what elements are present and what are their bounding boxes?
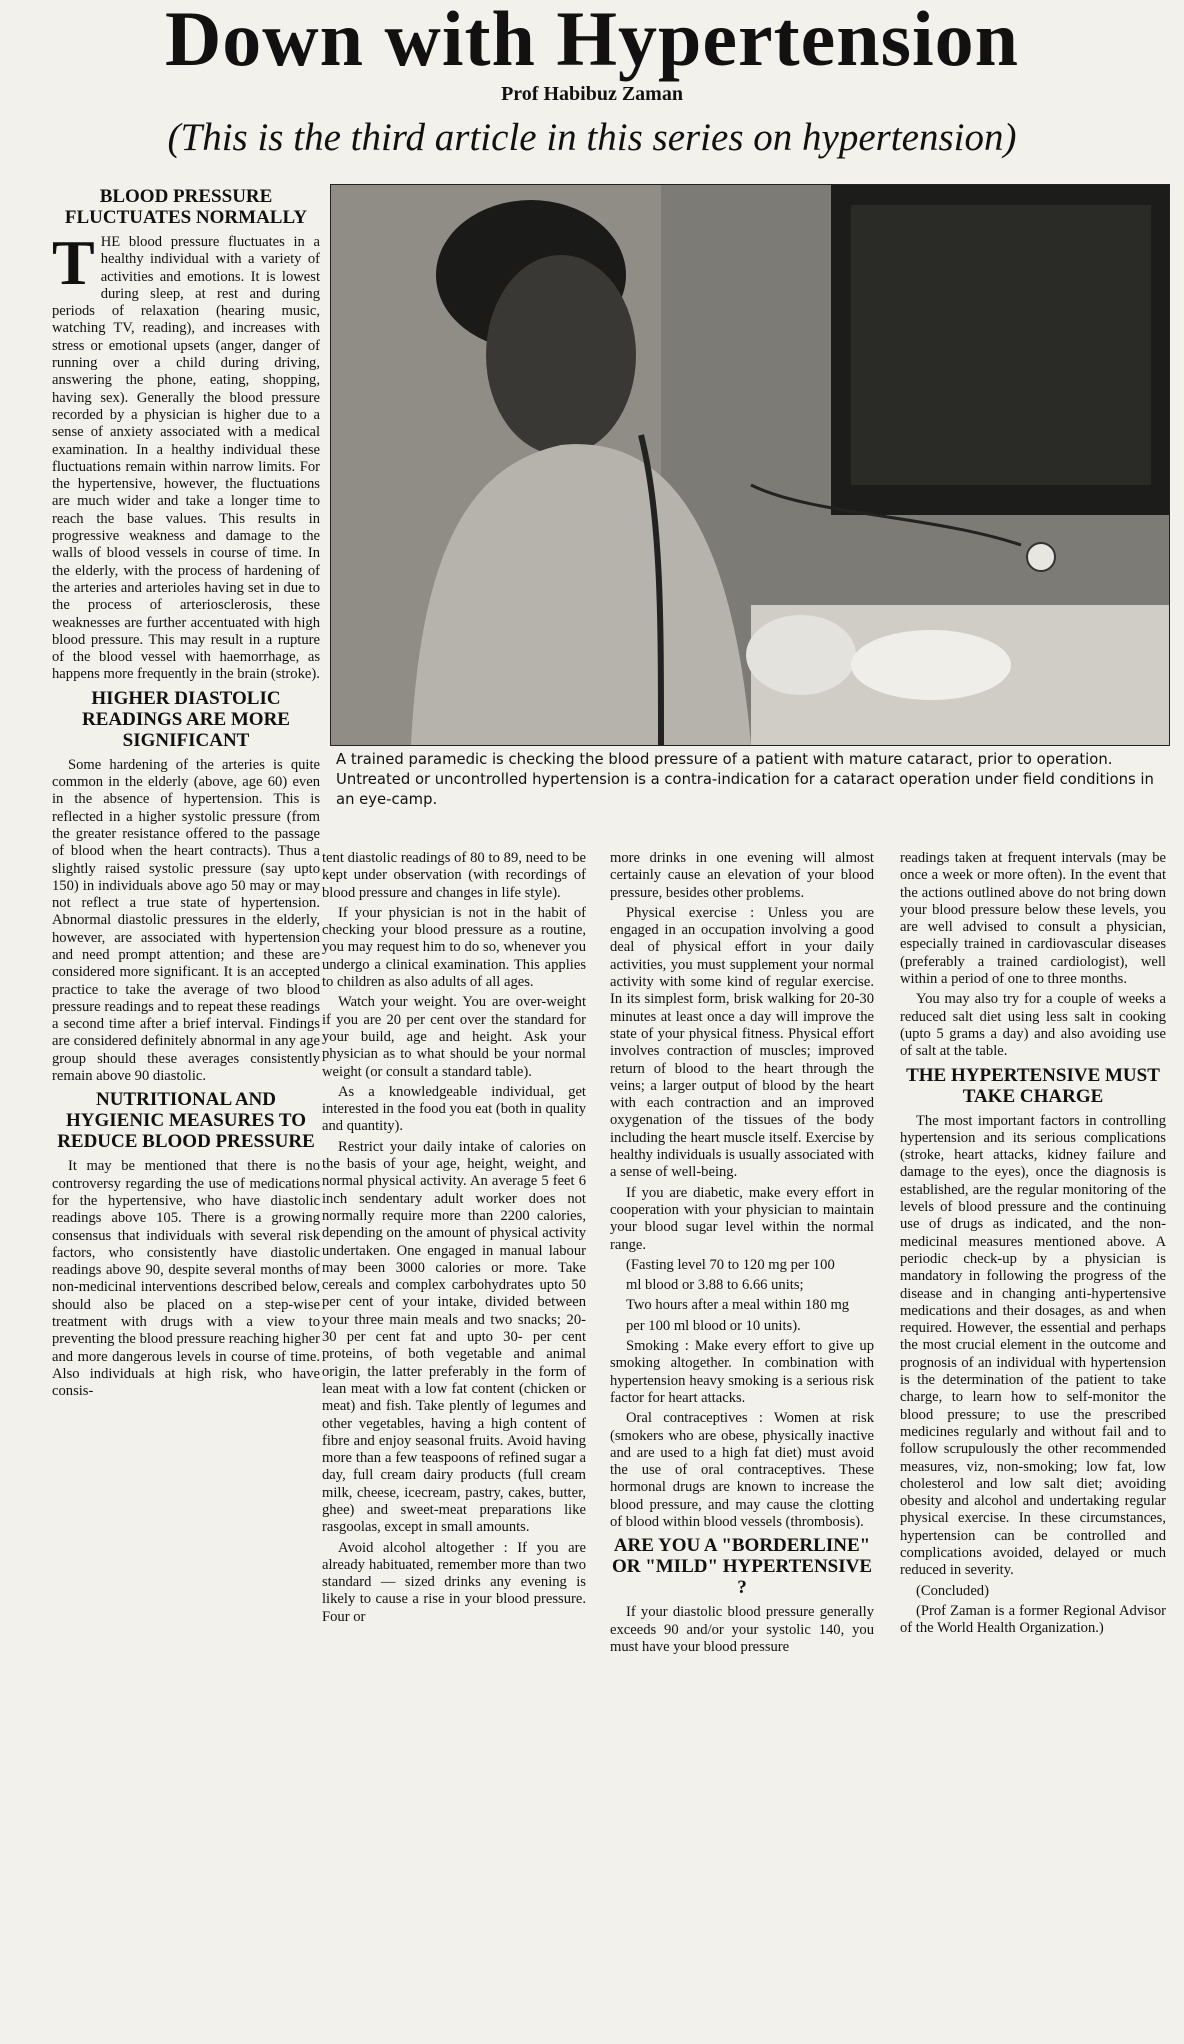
byline: Prof Habibuz Zaman — [501, 83, 683, 105]
paragraph: (Fasting level 70 to 120 mg per 100 — [626, 1256, 835, 1273]
paragraph: Oral contraceptives : Women at risk (smokers who are obese, physically inactive and are used to a high fat diet) must avoid the use of oral contraceptives. These hormonal drugs are known to increase the blood pressure, and may cause the clotting of blood within blood vessels (thrombosis). — [610, 1410, 874, 1530]
subheading-fluctuates: BLOOD PRESSURE FLUCTUATES NORMALLY — [64, 186, 308, 228]
subheading-take-charge: THE HYPERTENSIVE MUST TAKE CHARGE — [906, 1064, 1160, 1107]
paragraph: ml blood or 3.88 to 6.66 units; — [626, 1277, 804, 1294]
paragraph: (Concluded) — [916, 1582, 989, 1599]
column-1 — [52, 186, 320, 1404]
paragraph: Avoid alcohol altogether : If you are already habituated, remember more than two standard — sized drinks any evening is likely to cause a rise in your blood pressure. Four or — [322, 1539, 586, 1625]
paragraph: Two hours after a meal within 180 mg — [626, 1297, 850, 1314]
paragraph: If you are diabetic, make every effort in cooperation with your physician to maintain your blood sugar level within the normal range. — [610, 1184, 874, 1253]
series-note: (This is the third article in this series on hypertension) — [167, 116, 1017, 159]
headline: Down with Hypertension — [164, 0, 1020, 82]
paragraph: Smoking : Make every effort to give up smoking altogether. In combination with hypertension heavy smoking is a serious risk factor for heart attacks. — [610, 1338, 874, 1406]
paragraph: per 100 ml blood or 10 units). — [626, 1317, 801, 1334]
paragraph: readings taken at frequent intervals (may be once a week or more often). In the event that the actions outlined above do not bring down your blood pressure below these levels, you are well advised to consult a physician, especially trained in cardiovascular diseases (preferably a trained cardiologist), well within a period of one to three months. — [900, 850, 1166, 988]
paragraph: As a knowledgeable individual, get interested in the food you eat (both in quality and quantity). — [322, 1083, 586, 1135]
subheading-borderline: ARE YOU A "BORDERLINE" OR "MILD" HYPERTENSIVE ? — [611, 1535, 873, 1599]
article-photo — [330, 184, 1170, 746]
paragraph: more drinks in one evening will almost certainly cause an elevation of your blood pressure, besides other problems. — [610, 850, 874, 901]
paragraph: The most important factors in controlling hypertension and its serious complications (stroke, heart attacks, kidney failure and damage to the eyes), once the diagnosis is established, are the regular monitoring of the levels of blood pressure and the continuing use of drugs as indicated, and the non-medicinal measures mentioned above. A periodic check-up by a physician is mandatory in following the progress of the disease and in changing anti-hypertensive medications and their dosages, as and when required. However, the essential and perhaps the most crucial element in the outcome and prognosis of an individual with hypertension is the determination of the patient to take charge, to learn how to self-monitor the blood pressure; to use the prescribed medicines regularly and without fail and to follow scrupulously the other recommended measures, viz, non-smoking; low fat, low cholesterol and low salt diet; avoiding obesity and alcohol and undertaking regular physical exercise. In these circumstances, hypertension can be controlled and complications avoided, delayed or much reduced in severity. — [900, 1112, 1166, 1579]
drop-cap: T — [52, 227, 95, 298]
column-3 — [610, 850, 874, 1659]
paragraph: It may be mentioned that there is no controversy regarding the use of medications for the hypertensive, who have diastolic readings above 105. There is a growing consensus that individuals with several risk factors, who consistently have diastolic readings above 90, despite several months of non-medicinal interventions described below, should also be placed on a step-wise treatment with drugs with a view to preventing the blood pressure reaching higher and more dangerous levels in course of time. Also individuals at high risk, who have consis- — [52, 1158, 320, 1400]
paragraph: Watch your weight. You are over-weight if you are 20 per cent over the standard for your build, age and height. Ask your physician as to what should be your normal weight (or consult a standard table). — [322, 994, 586, 1080]
paragraph: Physical exercise : Unless you are engaged in an occupation involving a good deal of physical effort in your daily activities, you must supplement your normal activity with some kind of regular exercise. In its simplest form, brisk walking for 20-30 minutes at least once a day will improve the state of your physical fitness. Physical effort involves contraction of muscles; improved return of blood to the heart through the veins; a larger output of blood by the heart with each contraction and an improved oxygenation of the tissues of the body including the heart muscle itself. Exercise by healthy individuals is usually associated with a sense of well-being. — [610, 904, 874, 1181]
column-2 — [322, 850, 586, 1629]
paragraph: (Prof Zaman is a former Regional Advisor of the World Health Organization.) — [900, 1602, 1166, 1637]
paragraph: tent diastolic readings of 80 to 89, need to be kept under observation (with recordings of blood pressure and changes in life style). — [322, 850, 586, 901]
paragraph: Restrict your daily intake of calories on the basis of your age, height, weight, and normal physical activity. An average 5 feet 6 inch sendentary adult worker does not normally require more than 2200 calories, depending on the amount of physical activity undertaken. One engaged in manual labour may been 3000 calories or more. Take cereals and complex carbohydrates upto 50 per cent of your intake, divided between your three main meals and two snacks; 20-30 per cent fat and upto 30- per cent proteins, of both vegetable and animal origin, the latter preferably in the form of lean meat with a low fat content (chicken or meat) and fish. Take plently of legumes and other vegetables, having a high content of fibre and enjoy seasonal fruits. Avoid having more than a few teaspoons of refined sugar a day, full cream dairy products (full cream milk, cheese, icecream, pastry, cakes, butter, ghee) and sweet-meat preparations like rasgoolas, except in small amounts. — [322, 1138, 586, 1536]
photo-illustration — [331, 185, 1169, 745]
subheading-diastolic: HIGHER DIASTOLIC READINGS ARE MORE SIGNIFICANT — [82, 687, 290, 751]
photo-caption: A trained paramedic is checking the blood pressure of a patient with mature cataract, prior to operation. Untreated or uncontrolled hypertension is a contra-indication for a cataract operation under field conditions in an eye-camp. — [336, 751, 1154, 808]
paragraph: If your physician is not in the habit of checking your blood pressure as a routine, you may request him to do so, whenever you undergo a clinical examination. This applies to children as also adults of all ages. — [322, 904, 586, 991]
subheading-nutritional: NUTRITIONAL AND HYGIENIC MEASURES TO REDUCE BLOOD PRESSURE — [57, 1089, 315, 1153]
paragraph: Some hardening of the arteries is quite common in the elderly (above, age 60) even in the absence of hypertension. This is reflected in a higher systolic pressure (from the greater resistance offered to the passage of blood when the heart contracts). Thus a slightly raised systolic pressure (say upto 150) in individuals above ago 50 may or may not reflect a true state of hypertension. Abnormal diastolic pressures in the elderly, however, are associated with hypertension and need prompt attention; and these are considered more significant. It is an accepted practice to take the average of two blood pressure readings and to repeat these readings a second time after a brief interval. Findings are considered definitely abnormal in any age group should these averages consistently remain above 90 diastolic. — [52, 756, 320, 1085]
paragraph: THE blood pressure fluctuates in a healthy individual with a variety of activities and emotions. It is lowest during sleep, at rest and during periods of relaxation (hearing music, watching TV, reading), and increases with stress or emotional upsets (anger, danger of running over a child during driving, answering the phone, eating, shopping, having sex). Generally the blood pressure recorded by a physician is higher due to a sense of anxiety associated with a medical examination. In a healthy individual these fluctuations remain within narrow limits. For the hypertensive, however, the fluctuations are much wider and take a longer time to reach the base values. This results in progressive weakness and damage to the walls of blood vessels in course of time. In the elderly, with the process of hardening of the arteries and arterioles having set in due to the process of arteriosclerosis, these weaknesses are further accentuated with high blood pressure. This may result in a rupture of the blood vessel with haemorrhage, as happens more frequently in the brain (stroke). — [52, 227, 320, 683]
paragraph: You may also try for a couple of weeks a reduced salt diet using less salt in cooking (upto 5 grams a day) and also avoiding use of salt at the table. — [900, 991, 1166, 1060]
column-4 — [900, 850, 1166, 1640]
paragraph: If your diastolic blood pressure generally exceeds 90 and/or your systolic 140, you must have your blood pressure — [610, 1604, 874, 1655]
